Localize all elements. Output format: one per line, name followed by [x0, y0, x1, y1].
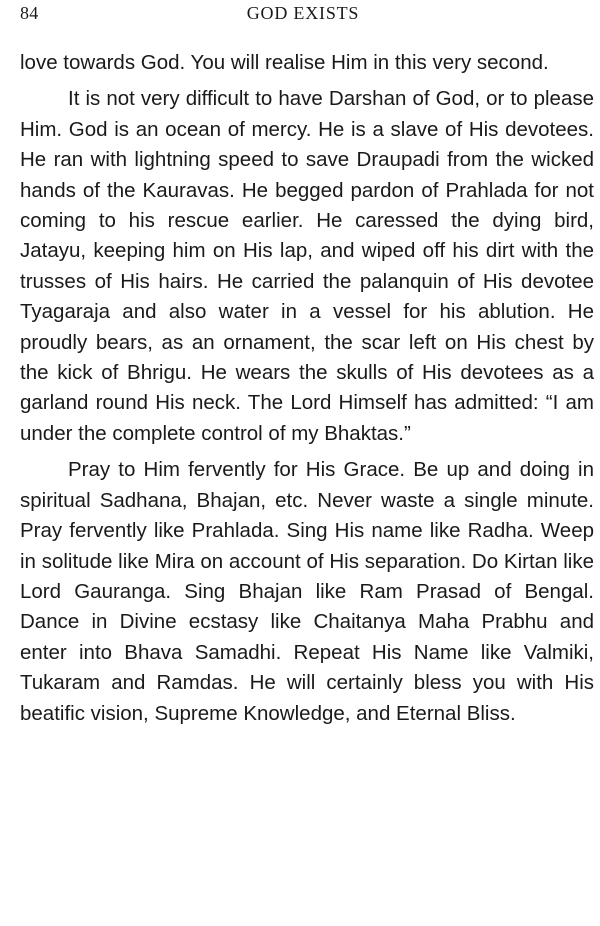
paragraph-pray: Pray to Him fervently for His Grace. Be up and doing in spiritual Sadhana, Bhajan, etc. Never waste a single minute. Pray fervently like Prahlada. Sing His name like Radha. Weep in solitude like Mira on account of His separation. Do Kirtan like Lord Gauranga. Sing Bhajan like Ram Prasad of Bengal. Dance in Divine ecstasy like Chaitanya Maha Prabhu and enter into Bhava Samadhi. Repeat His Name like Valmiki, Tukaram and Ramdas. He will certainly bless you with His beatific vision, Supreme Knowledge, and Eternal Bliss.	[20, 458, 594, 725]
paragraph-continuation: love towards God. You will realise Him in this very second.	[20, 51, 549, 74]
body-text	[20, 48, 594, 735]
page-header	[20, 3, 586, 25]
paragraph-darshan: It is not very difficult to have Darshan of God, or to please Him. God is an ocean of mercy. He is a slave of His devotees. He ran with lightning speed to save Draupadi from the wicked hands of the Kauravas. He begged pardon of Prahlada for not coming to his rescue earlier. He caressed the dying bird, Jatayu, keeping him on His lap, and wiped off his dirt with the trusses of His hairs. He carried the palanquin of His devotee Tyagaraja and also water in a vessel for his ablution. He proudly bears, as an ornament, the scar left on His chest by the kick of Bhrigu. He wears the skulls of His devotees as a garland round His neck. The Lord Himself has admitted: “I am under the complete control of my Bhaktas.”	[20, 87, 594, 445]
running-title: GOD EXISTS	[246, 3, 360, 23]
page-number: 84	[20, 3, 39, 23]
